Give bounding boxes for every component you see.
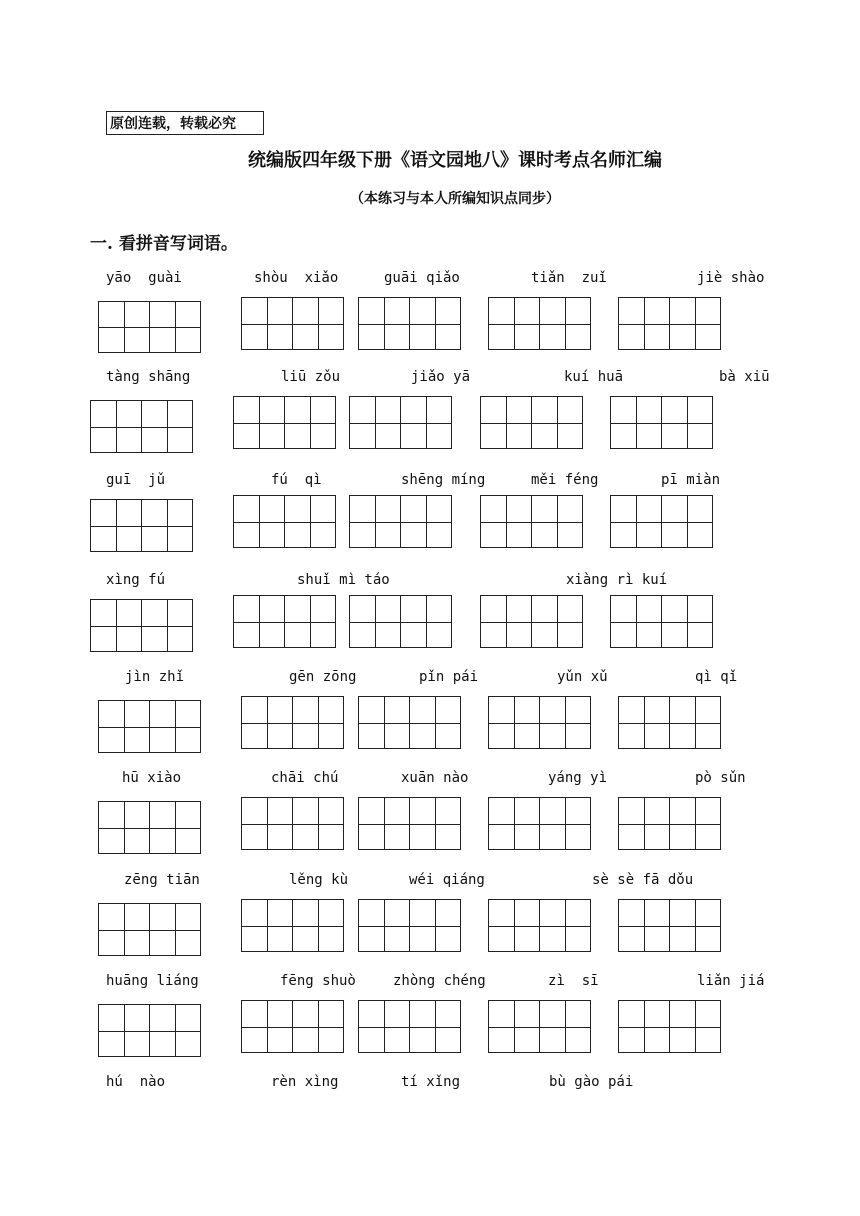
writing-box[interactable] <box>669 1000 721 1053</box>
pinyin-label: shēng míng <box>401 472 486 488</box>
page-title: 统编版四年级下册《语文园地八》课时考点名师汇编 <box>248 150 662 171</box>
writing-box[interactable] <box>618 899 670 952</box>
pinyin-label: měi féng <box>531 472 599 488</box>
pinyin-label: pò sǔn <box>695 770 746 786</box>
pinyin-label: chāi chú <box>271 770 339 786</box>
writing-box[interactable] <box>284 495 336 548</box>
writing-box[interactable] <box>488 297 540 350</box>
pinyin-label: zì sī <box>548 973 599 989</box>
pinyin-label: pī miàn <box>661 472 721 488</box>
writing-box[interactable] <box>241 797 293 850</box>
writing-box[interactable] <box>292 696 344 749</box>
writing-box[interactable] <box>292 1000 344 1053</box>
writing-box[interactable] <box>531 396 583 449</box>
writing-box[interactable] <box>292 899 344 952</box>
writing-box[interactable] <box>488 797 540 850</box>
writing-box[interactable] <box>149 301 201 353</box>
pinyin-label: hū xiào <box>122 770 182 786</box>
writing-box[interactable] <box>669 297 721 350</box>
writing-box[interactable] <box>149 903 201 956</box>
writing-box[interactable] <box>98 301 150 353</box>
writing-box[interactable] <box>349 396 401 449</box>
writing-box[interactable] <box>98 903 150 956</box>
writing-box[interactable] <box>400 595 452 648</box>
pinyin-label: qì qǐ <box>695 669 738 685</box>
writing-box[interactable] <box>358 797 410 850</box>
writing-box[interactable] <box>409 797 461 850</box>
writing-box[interactable] <box>409 696 461 749</box>
pinyin-label: sè sè fā dǒu <box>592 872 694 888</box>
pinyin-label: wéi qiáng <box>409 872 485 888</box>
section-heading: 一. 看拼音写词语。 <box>90 234 238 254</box>
writing-box[interactable] <box>539 696 591 749</box>
pinyin-label: liū zǒu <box>281 369 341 385</box>
writing-box[interactable] <box>284 595 336 648</box>
writing-box[interactable] <box>610 495 662 548</box>
pinyin-label: xìng fú <box>106 572 166 588</box>
writing-box[interactable] <box>669 696 721 749</box>
pinyin-label: zhòng chéng <box>393 973 486 989</box>
writing-box[interactable] <box>669 899 721 952</box>
writing-box[interactable] <box>233 495 285 548</box>
writing-box[interactable] <box>610 595 662 648</box>
pinyin-label: liǎn jiá <box>697 973 765 989</box>
copyright-stamp: 原创连载，转载必究 <box>106 111 264 135</box>
writing-box[interactable] <box>141 599 193 652</box>
page-subtitle: （本练习与本人所编知识点同步） <box>350 191 560 207</box>
writing-box[interactable] <box>480 396 532 449</box>
pinyin-label: gēn zōng <box>289 669 357 685</box>
writing-box[interactable] <box>480 595 532 648</box>
writing-box[interactable] <box>488 1000 540 1053</box>
pinyin-label: jìn zhǐ <box>125 669 185 685</box>
writing-box[interactable] <box>531 595 583 648</box>
writing-box[interactable] <box>233 396 285 449</box>
pinyin-label: kuí huā <box>564 369 624 385</box>
pinyin-label: xuān nào <box>401 770 469 786</box>
pinyin-label: huāng liáng <box>106 973 199 989</box>
writing-box[interactable] <box>149 700 201 753</box>
writing-box[interactable] <box>141 400 193 453</box>
writing-box[interactable] <box>661 396 713 449</box>
writing-box[interactable] <box>488 696 540 749</box>
writing-box[interactable] <box>661 595 713 648</box>
writing-box[interactable] <box>358 1000 410 1053</box>
writing-box[interactable] <box>141 499 193 552</box>
writing-box[interactable] <box>349 595 401 648</box>
pinyin-label: jiè shào <box>697 270 765 286</box>
pinyin-label: tí xǐng <box>401 1074 461 1090</box>
writing-box[interactable] <box>488 899 540 952</box>
writing-box[interactable] <box>90 400 142 453</box>
writing-box[interactable] <box>98 1004 150 1057</box>
writing-box[interactable] <box>409 1000 461 1053</box>
pinyin-label: rèn xìng <box>271 1074 339 1090</box>
writing-box[interactable] <box>241 1000 293 1053</box>
pinyin-label: bà xiū <box>719 369 770 385</box>
writing-box[interactable] <box>358 899 410 952</box>
pinyin-label: hú nào <box>106 1074 166 1090</box>
writing-box[interactable] <box>358 297 410 350</box>
writing-box[interactable] <box>90 499 142 552</box>
pinyin-label: shòu xiǎo <box>254 270 339 286</box>
writing-box[interactable] <box>669 797 721 850</box>
pinyin-label: bù gào pái <box>549 1074 634 1090</box>
writing-box[interactable] <box>618 797 670 850</box>
pinyin-label: pǐn pái <box>419 669 479 685</box>
writing-box[interactable] <box>618 1000 670 1053</box>
pinyin-label: yáng yì <box>548 770 608 786</box>
writing-box[interactable] <box>149 801 201 854</box>
writing-box[interactable] <box>241 297 293 350</box>
pinyin-label: guāi qiǎo <box>384 270 460 286</box>
writing-box[interactable] <box>292 297 344 350</box>
pinyin-label: fú qì <box>271 472 322 488</box>
writing-box[interactable] <box>480 495 532 548</box>
pinyin-label: yǔn xǔ <box>557 669 608 685</box>
writing-box[interactable] <box>149 1004 201 1057</box>
writing-box[interactable] <box>531 495 583 548</box>
writing-box[interactable] <box>90 599 142 652</box>
pinyin-label: tiǎn zuǐ <box>531 270 607 286</box>
writing-box[interactable] <box>409 297 461 350</box>
pinyin-label: tàng shāng <box>106 369 191 385</box>
writing-box[interactable] <box>539 297 591 350</box>
pinyin-label: lěng kù <box>289 872 349 888</box>
writing-box[interactable] <box>358 696 410 749</box>
writing-box[interactable] <box>284 396 336 449</box>
writing-box[interactable] <box>610 396 662 449</box>
writing-box[interactable] <box>241 899 293 952</box>
pinyin-label: guī jǔ <box>106 472 166 488</box>
writing-box[interactable] <box>539 899 591 952</box>
writing-box[interactable] <box>539 1000 591 1053</box>
pinyin-label: yāo guài <box>106 270 182 286</box>
pinyin-label: zēng tiān <box>124 872 200 888</box>
writing-box[interactable] <box>409 899 461 952</box>
pinyin-label: jiǎo yā <box>411 369 471 385</box>
writing-box[interactable] <box>98 801 150 854</box>
pinyin-label: xiàng rì kuí <box>566 572 668 588</box>
writing-box[interactable] <box>618 696 670 749</box>
writing-box[interactable] <box>98 700 150 753</box>
pinyin-label: fēng shuò <box>280 973 356 989</box>
writing-box[interactable] <box>661 495 713 548</box>
writing-box[interactable] <box>539 797 591 850</box>
writing-box[interactable] <box>618 297 670 350</box>
writing-box[interactable] <box>241 696 293 749</box>
writing-box[interactable] <box>400 396 452 449</box>
writing-box[interactable] <box>349 495 401 548</box>
writing-box[interactable] <box>292 797 344 850</box>
pinyin-label: shuǐ mì táo <box>297 572 390 588</box>
writing-box[interactable] <box>233 595 285 648</box>
writing-box[interactable] <box>400 495 452 548</box>
